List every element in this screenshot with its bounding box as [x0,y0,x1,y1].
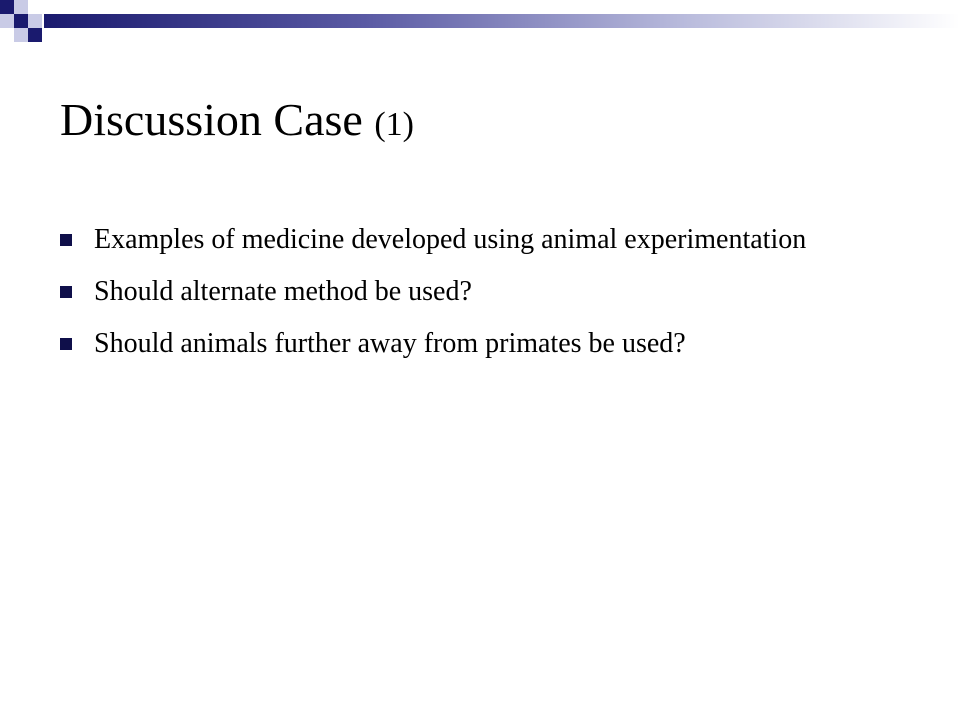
decorative-square [28,0,42,14]
decorative-square [28,14,42,28]
bullet-item [60,220,920,260]
bullet-item [60,272,920,312]
bullet-text: Should alternate method be used? [94,276,472,307]
decorative-square [14,14,28,28]
decorative-square [14,28,28,42]
square-bullet-icon [60,234,72,246]
square-bullet-icon [60,286,72,298]
square-bullet-icon [60,338,72,350]
decorative-square [14,0,28,14]
decorative-square [0,0,14,14]
slide-title-text: Discussion Case [60,94,363,145]
bullet-item [60,324,920,364]
slide-title [60,92,414,153]
bullet-text: Should animals further away from primates be used? [94,328,686,359]
slide-title-suffix: (1) [374,106,414,143]
header-gradient-bar [44,14,960,28]
decorative-square [28,28,42,42]
bullet-text: Examples of medicine developed using animal experimentation [94,224,807,255]
decorative-square [0,14,14,28]
bullet-list [60,220,920,376]
